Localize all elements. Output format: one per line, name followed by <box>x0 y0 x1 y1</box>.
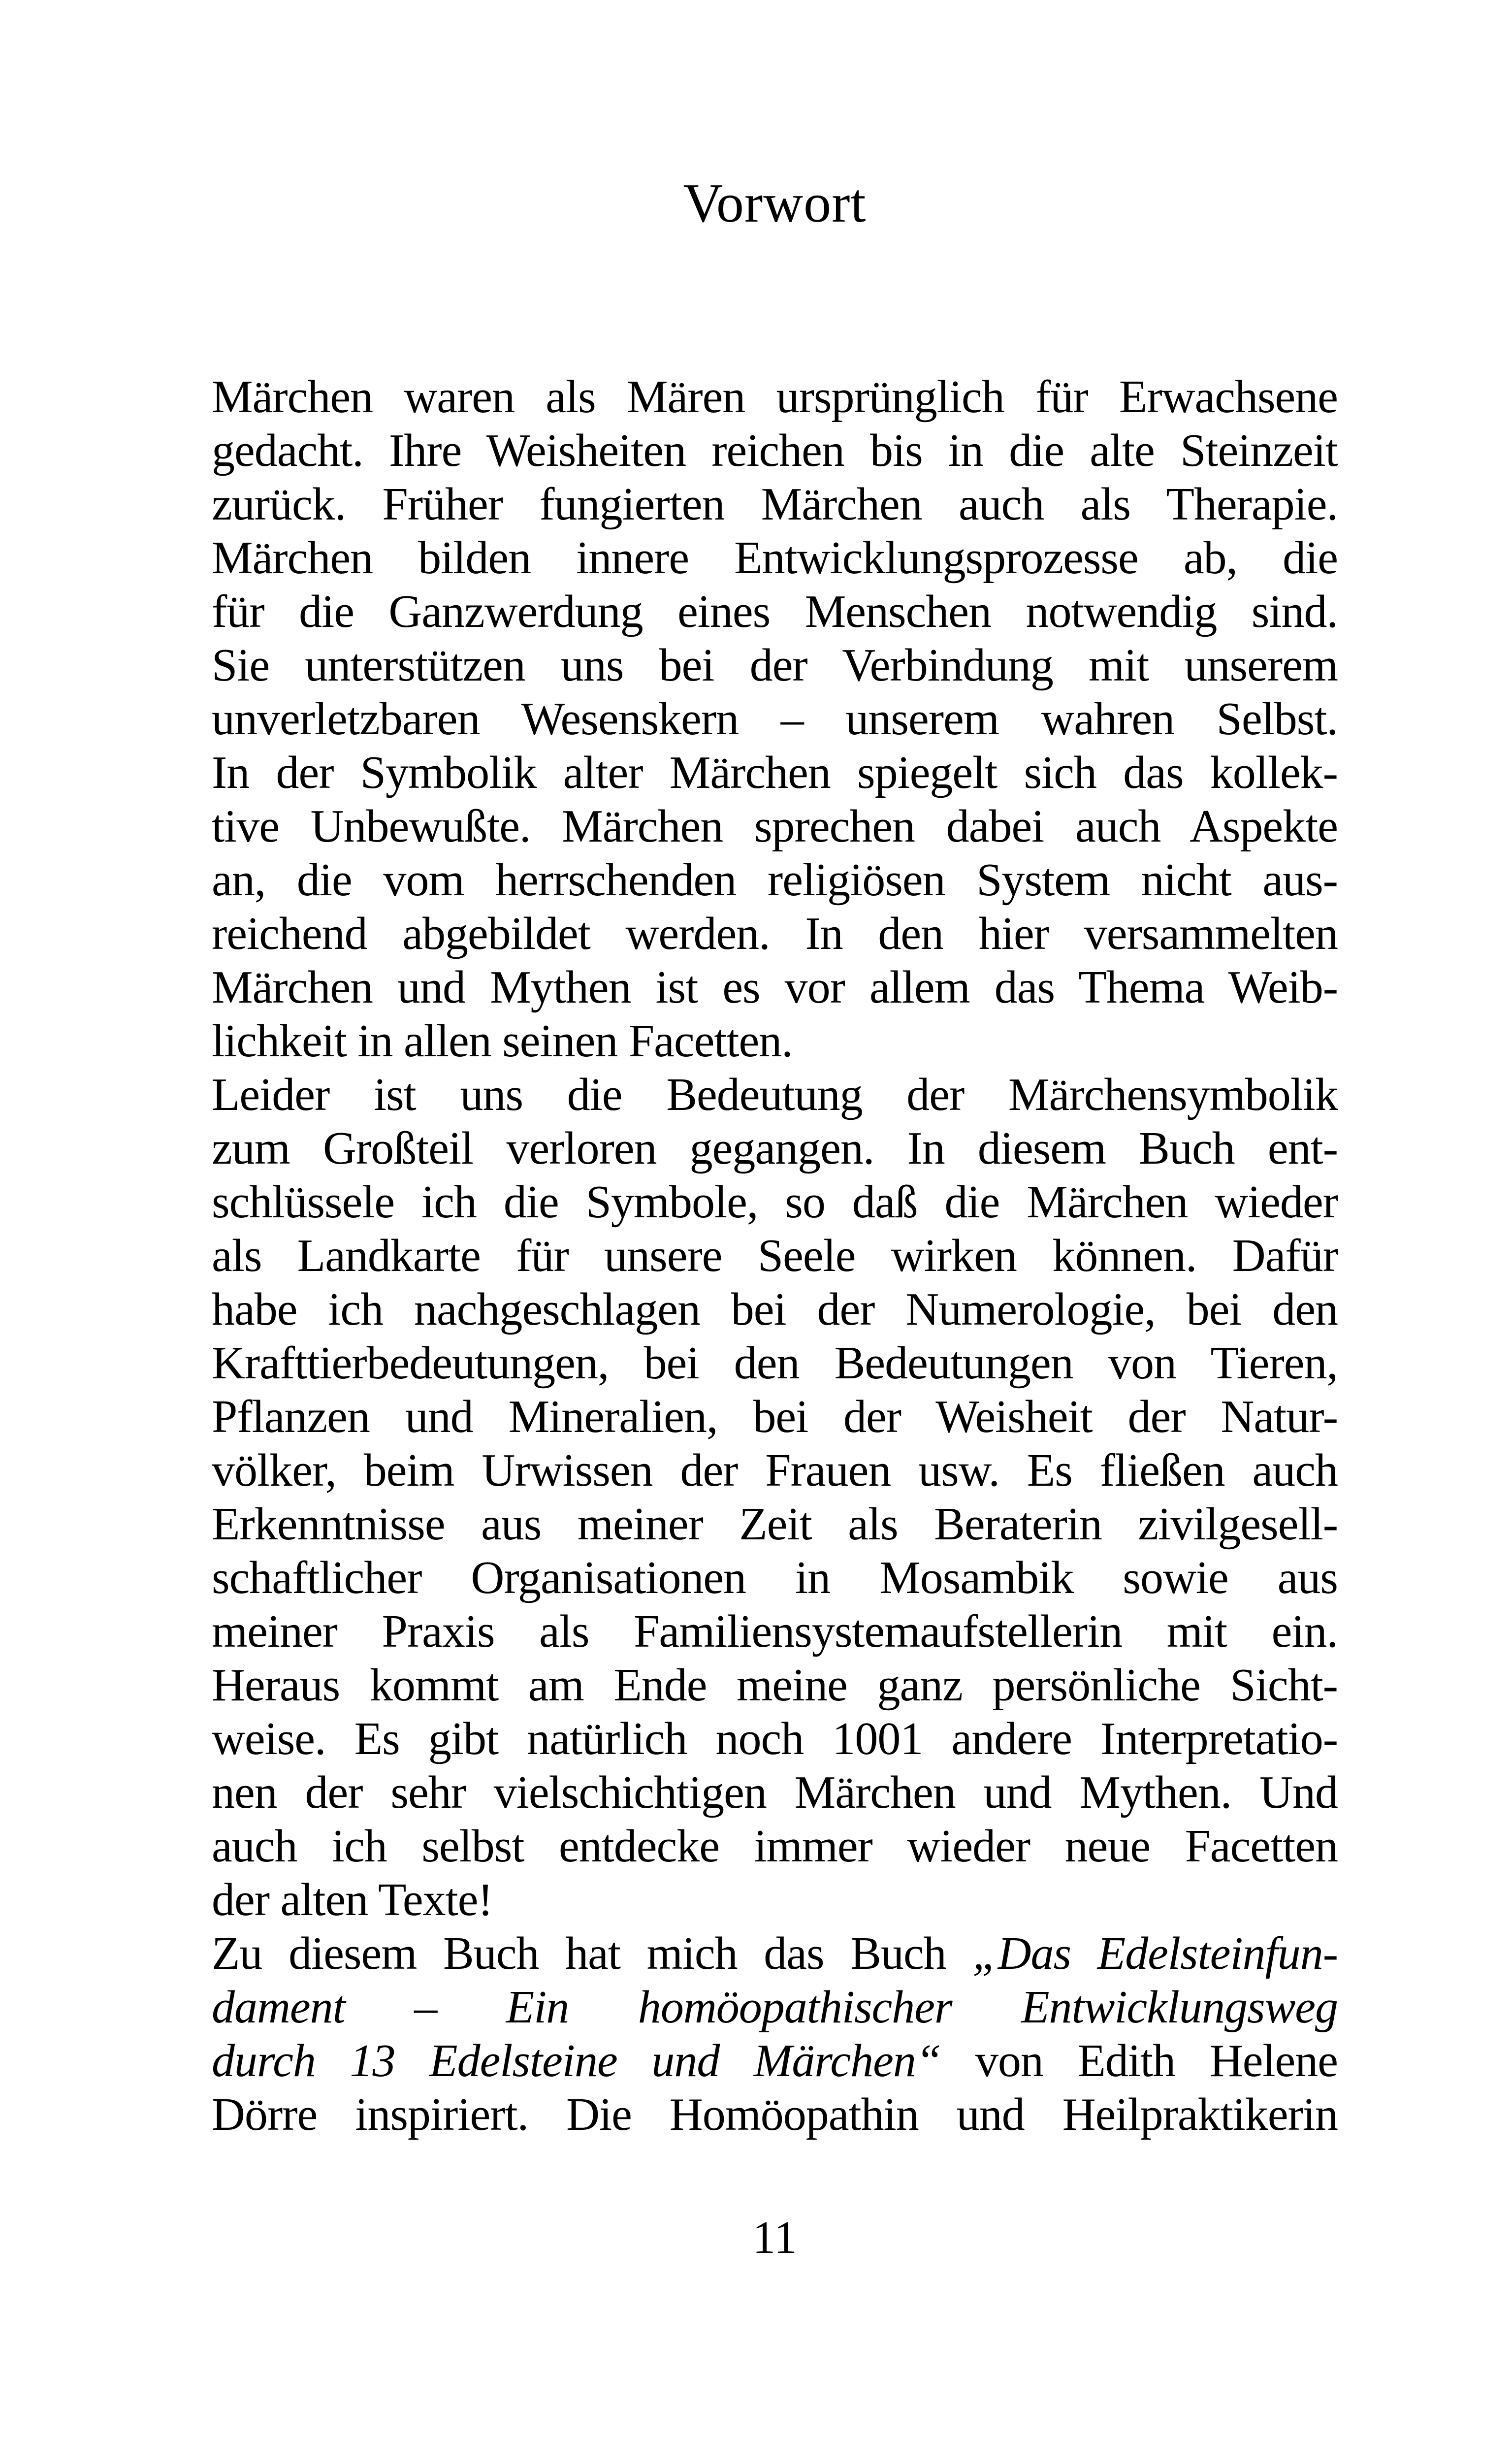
body-segment: schaftlicher Organisationen in Mosambik sowie aus <box>212 1552 1338 1603</box>
body-line <box>212 2034 1338 2088</box>
page-title: Vorwort <box>683 173 867 234</box>
body-line <box>212 907 1338 961</box>
body-segment: habe ich nachgeschlagen bei der Numerologie, bei den <box>212 1284 1338 1335</box>
body-segment: Märchen waren als Mären ursprünglich für Erwachsene <box>212 371 1338 423</box>
body-line <box>212 478 1338 531</box>
body-line <box>212 531 1338 585</box>
body-segment: völker, beim Urwissen der Frauen usw. Es fließen auch <box>212 1445 1338 1496</box>
body-segment: Märchen und Mythen ist es vor allem das Thema Weib- <box>212 962 1338 1013</box>
body-segment: zurück. Früher fungierten Märchen auch als Therapie. <box>212 479 1338 530</box>
body-line <box>212 1551 1338 1605</box>
body-line <box>212 1927 1338 1981</box>
body-segment: Sie unterstützen uns bei der Verbindung mit unserem <box>212 640 1338 691</box>
body-line <box>212 1498 1338 1551</box>
body-segment: schlüssele ich die Symbole, so daß die Märchen wieder <box>212 1176 1338 1228</box>
body-line <box>212 1444 1338 1498</box>
body-segment: als Landkarte für unsere Seele wirken können. Dafür <box>212 1230 1338 1281</box>
body-line <box>212 853 1338 907</box>
body-segment: reichend abgebildet werden. In den hier versammelten <box>212 908 1338 959</box>
body-segment: Pflanzen und Mineralien, bei der Weisheit der Natur- <box>212 1391 1338 1442</box>
body-segment: In der Symbolik alter Märchen spiegelt sich das kollek- <box>212 747 1338 798</box>
body-line <box>212 692 1338 746</box>
page-number: 11 <box>752 2212 797 2263</box>
body-line <box>212 1175 1338 1229</box>
body-segment: Zu diesem Buch hat mich das Buch <box>212 1928 973 1979</box>
body-line <box>212 1712 1338 1766</box>
body-segment: Leider ist uns die Bedeutung der Märchensymbolik <box>212 1069 1338 1120</box>
body-line <box>212 1336 1338 1390</box>
body-line <box>212 800 1338 853</box>
body-segment: Erkenntnisse aus meiner Zeit als Beraterin zivilgesell- <box>212 1498 1338 1550</box>
body-line <box>212 1122 1338 1175</box>
body-line <box>212 1659 1338 1712</box>
body-line <box>212 746 1338 800</box>
body-line <box>212 1390 1338 1444</box>
body-segment: von Edith Helene <box>941 2035 1338 2086</box>
body-segment: gedacht. Ihre Weisheiten reichen bis in die alte Steinzeit <box>212 425 1338 476</box>
body-segment: lichkeit in allen seinen Facetten. <box>212 1015 793 1067</box>
body-line <box>212 2088 1338 2142</box>
body-segment: weise. Es gibt natürlich noch 1001 andere Interpretatio- <box>212 1713 1338 1764</box>
body-segment-italic: durch 13 Edelsteine und Märchen“ <box>212 2035 941 2086</box>
body-segment: an, die vom herrschenden religiösen System nicht aus- <box>212 854 1338 906</box>
body-line <box>212 1820 1338 1873</box>
body-line <box>212 1605 1338 1659</box>
body-line <box>212 370 1338 424</box>
body-line <box>212 1014 1338 1068</box>
body-line <box>212 1283 1338 1336</box>
body-segment: meiner Praxis als Familiensystemaufstellerin mit ein. <box>212 1606 1338 1657</box>
body-text <box>212 370 1338 2142</box>
body-line <box>212 639 1338 692</box>
body-segment: tive Unbewußte. Märchen sprechen dabei auch Aspekte <box>212 801 1338 852</box>
body-segment: der alten Texte! <box>212 1874 493 1925</box>
body-line <box>212 1766 1338 1820</box>
body-segment: für die Ganzwerdung eines Menschen notwendig sind. <box>212 586 1338 637</box>
body-segment-italic: dament – Ein homöopathischer Entwicklungsweg <box>212 1982 1338 2033</box>
body-segment: Dörre inspiriert. Die Homöopathin und Heilpraktikerin <box>212 2089 1338 2140</box>
body-line <box>212 1981 1338 2034</box>
body-segment: unverletzbaren Wesenskern – unserem wahren Selbst. <box>212 693 1338 745</box>
body-segment: nen der sehr vielschichtigen Märchen und Mythen. Und <box>212 1767 1338 1818</box>
body-segment: auch ich selbst entdecke immer wieder neue Facetten <box>212 1821 1338 1872</box>
body-segment: Heraus kommt am Ende meine ganz persönliche Sicht- <box>212 1660 1338 1711</box>
body-line <box>212 1068 1338 1122</box>
body-segment: Krafttierbedeutungen, bei den Bedeutungen von Tieren, <box>212 1337 1338 1389</box>
body-line <box>212 585 1338 639</box>
body-segment: Märchen bilden innere Entwicklungsprozesse ab, die <box>212 532 1338 584</box>
body-line <box>212 1229 1338 1283</box>
body-line <box>212 961 1338 1014</box>
body-line <box>212 1873 1338 1927</box>
body-segment-italic: „Das Edelsteinfun- <box>972 1928 1338 1979</box>
body-segment: zum Großteil verloren gegangen. In diesem Buch ent- <box>212 1123 1338 1174</box>
body-line <box>212 424 1338 478</box>
